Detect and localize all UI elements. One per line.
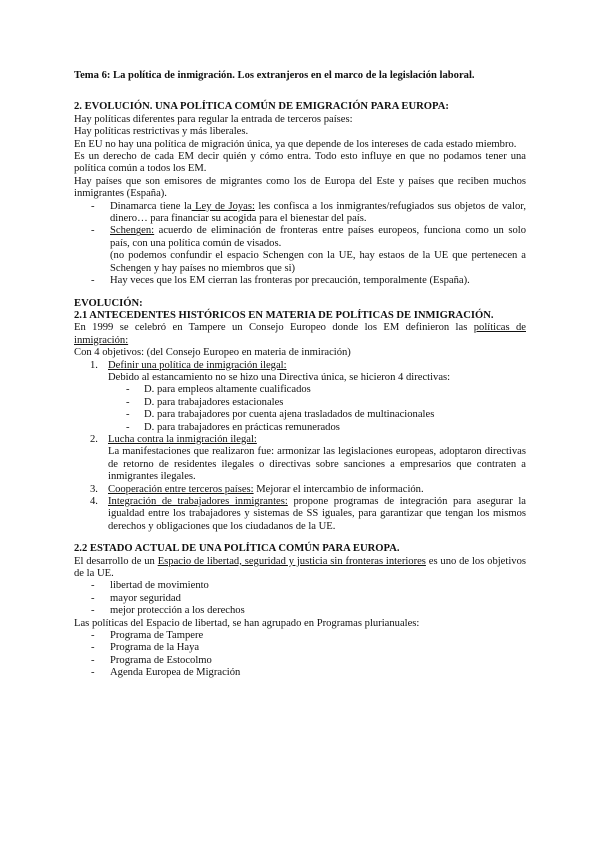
objectives-list: [74, 360, 526, 534]
section-2-list: [74, 201, 526, 288]
objective-item: 2. Lucha contra la inmigración ilegal: La manifestaciones que realizaron fue: armonizar las legislaciones europeas, adoptaron directivas de retorno de residentes ilegales o directivas sobre sanciones a empresarios que contraten a inmigrantes ilegales.: [90, 433, 526, 483]
politicas-inmigracion-term: políticas de inmigración:: [74, 322, 526, 346]
espacio-libertad-term: Espacio de libertad, seguridad y justicia sin fronteras interiores: [157, 555, 426, 567]
objective-title: Lucha contra la inmigración ilegal:: [108, 433, 257, 445]
objective-item: 1. Definir una política de inmigración ilegal: Debido al estancamiento no se hizo una Directiva única, se hicieron 4 directivas: - D. para empleos altamente cualificados - D. para trabajadores estacionales - D. para trabajadores por cuenta ajena trasladados de multinacionales - D. para trabajadores en prácticas remunerados: [74, 360, 526, 434]
paragraph: El desarrollo de un Espacio de libertad, seguridad y justicia sin fronteras interiores es uno de los objetivos de la UE.: [74, 555, 526, 580]
evolucion-heading: EVOLUCIÓN:: [74, 297, 143, 309]
section-2-heading: 2. EVOLUCIÓN. UNA POLÍTICA COMÚN DE EMIGRACIÓN PARA EUROPA:: [74, 101, 449, 113]
objective-item: 3. Cooperación entre terceros países: Mejorar el intercambio de información.: [90, 483, 424, 495]
objective-text: Debido al estancamiento no se hizo una Directiva única, se hicieron 4 directivas:: [108, 371, 451, 383]
paragraph: En EU no hay una política de migración única, ya que depende de los intereses de cada estado miembro.: [74, 138, 517, 150]
list-item: - Schengen: acuerdo de eliminación de fronteras entre países europeos, funciona como un solo país, con una política común de visados. (no podemos confundir el espacio Schengen con la UE, hay estaos de la UE que pertenecen a Schengen y hay países no miembros que si): [74, 225, 526, 275]
ley-de-joyas-term: Ley de Joyas:: [191, 200, 255, 212]
list-item: - D. para trabajadores por cuenta ajena trasladados de multinacionales: [108, 409, 526, 421]
section-2-2-heading: 2.2 ESTADO ACTUAL DE UNA POLÍTICA COMÚN PARA EUROPA.: [74, 543, 400, 555]
programs-list: [74, 630, 526, 680]
list-item: - mejor protección a los derechos: [74, 605, 526, 617]
list-item: - D. para empleos altamente cualificados: [108, 384, 526, 396]
list-item: - D. para trabajadores en prácticas remunerados: [108, 422, 526, 434]
list-item: - Programa de Tampere: [74, 630, 526, 642]
schengen-note: (no podemos confundir el espacio Schengen con la UE, hay estaos de la UE que pertenecen a Schengen y hay países no miembros que si): [110, 250, 526, 274]
objectives-ue-list: [74, 580, 526, 617]
objective-title: Definir una política de inmigración ilegal:: [108, 359, 287, 371]
document-title: Tema 6: La política de inmigración. Los extranjeros en el marco de la legislación laboral.: [74, 70, 475, 81]
paragraph: Es un derecho de cada EM decir quién y cómo entra. Todo esto influye en que no podamos tener una política común a todos los EM.: [74, 151, 526, 175]
directives-list: [108, 384, 526, 434]
schengen-term: Schengen:: [110, 225, 155, 237]
paragraph: Hay políticas restrictivas y más liberales.: [74, 126, 249, 138]
paragraph: Hay políticas diferentes para regular la entrada de terceros países:: [74, 113, 353, 125]
objective-item: 4. Integración de trabajadores inmigrantes: propone programas de integración para asegurar la igualdad entre los trabajadores y sistemas de SS iguales, para garantizar que tengan los mismos derechos y obligaciones que los ciudadanos de la UE.: [90, 496, 526, 532]
list-item: - Programa de Estocolmo: [74, 655, 526, 667]
list-item: - mayor seguridad: [74, 593, 526, 605]
paragraph: Hay países que son emisores de migrantes como los de Europa del Este y países que reciben muchos inmigrantes (España).: [74, 175, 526, 200]
objective-title: Cooperación entre terceros países:: [108, 483, 254, 495]
objective-text: La manifestaciones que realizaron fue: armonizar las legislaciones europeas, adoptaron directivas de retorno de residentes ilegales o directivas sobre sanciones a empresarios que contraten a inmigrantes ilegales.: [108, 446, 526, 483]
list-item: - Hay veces que los EM cierran las fronteras por precaución, temporalmente (España).: [74, 275, 526, 287]
paragraph: Las políticas del Espacio de libertad, se han agrupado en Programas plurianuales:: [74, 617, 420, 629]
list-item: - libertad de movimiento: [74, 580, 526, 592]
document-page: [74, 70, 526, 680]
objective-title: Integración de trabajadores inmigrantes:: [108, 496, 288, 507]
paragraph: Con 4 objetivos: (del Consejo Europeo en materia de inmiración): [74, 347, 351, 359]
section-2-1-heading: 2.1 ANTECEDENTES HISTÓRICOS EN MATERIA DE POLÍTICAS DE INMIGRACIÓN.: [74, 309, 494, 321]
paragraph: En 1999 se celebró en Tampere un Consejo Europeo donde los EM definieron las políticas de inmigración:: [74, 322, 526, 346]
list-item: - Agenda Europea de Migración: [74, 667, 526, 679]
list-item: - D. para trabajadores estacionales: [108, 397, 526, 409]
list-item: - Programa de la Haya: [74, 642, 526, 654]
list-item: - Dinamarca tiene la Ley de Joyas: les confisca a los inmigrantes/refugiados sus objetos de valor, dinero… para financiar su acogida para el bienestar del país.: [74, 201, 526, 226]
